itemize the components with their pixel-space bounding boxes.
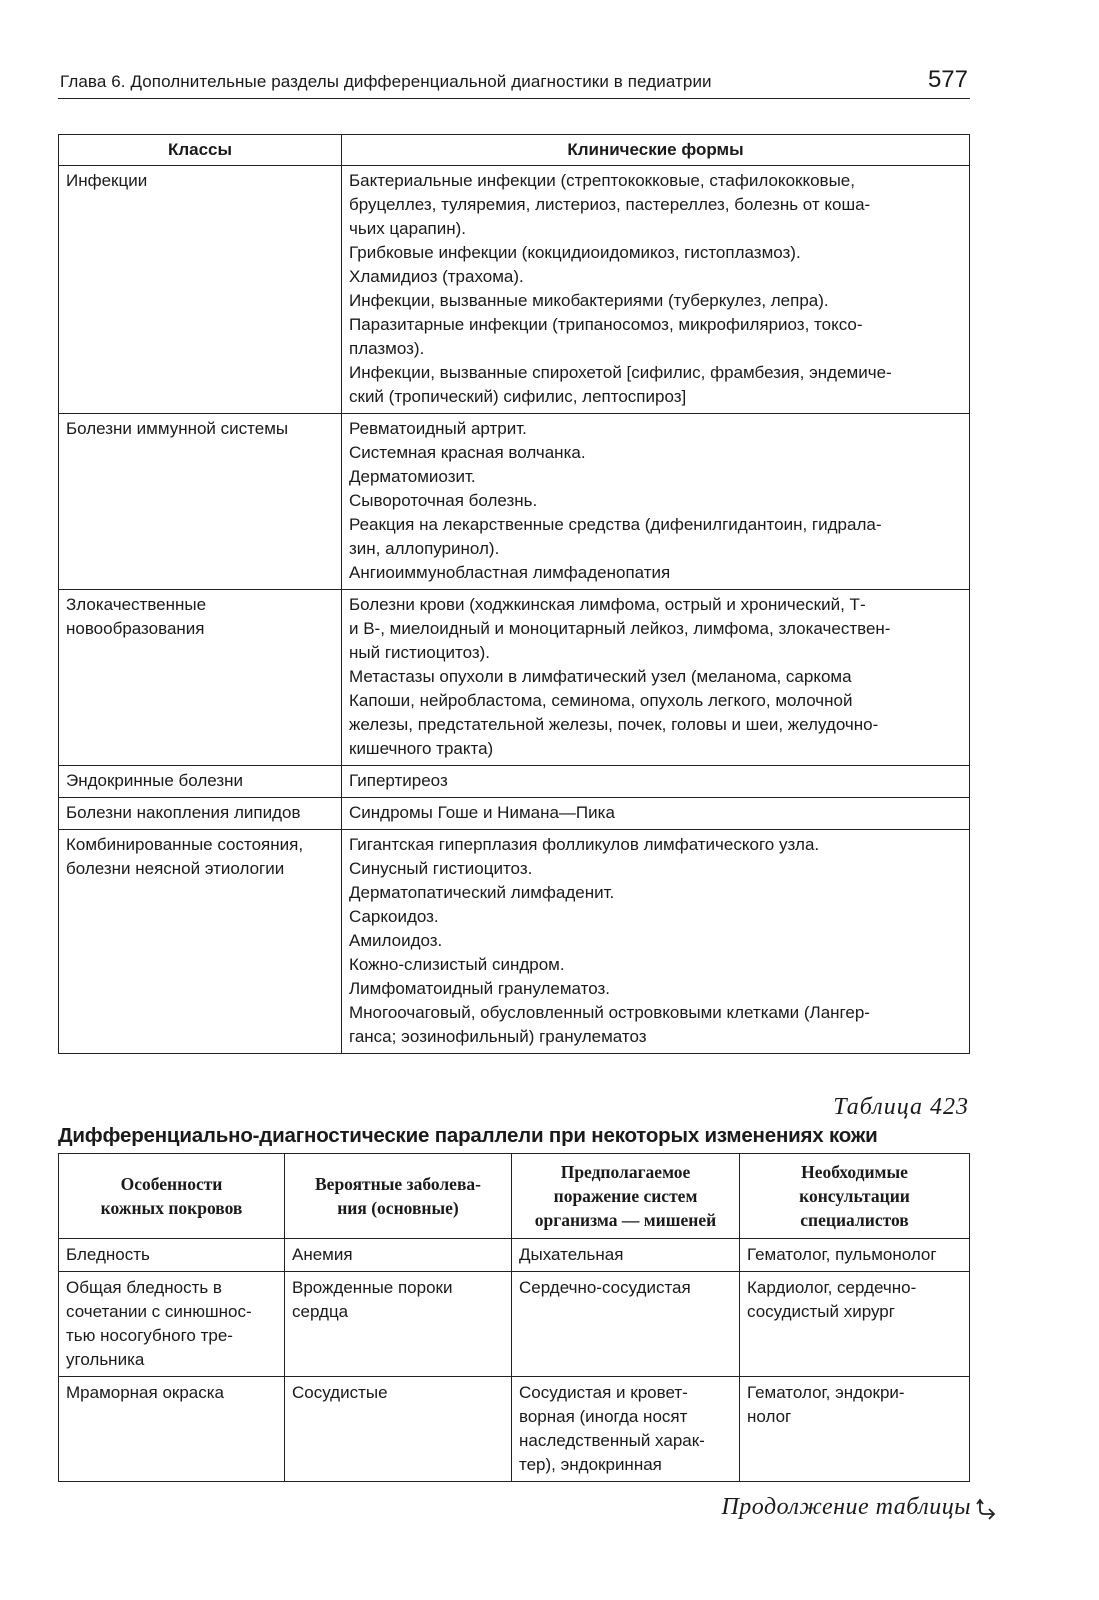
header-clinical-forms: Клинические формы — [342, 135, 970, 166]
header-line: кожных покровов — [100, 1198, 243, 1218]
page-header — [58, 64, 970, 99]
header-line: специалистов — [800, 1210, 909, 1230]
clinical-form-line: Инфекции, вызванные спирохетой [сифилис, фрамбезия, эндемиче- — [349, 363, 892, 382]
table-row — [59, 1377, 970, 1482]
table-row — [59, 1239, 970, 1272]
clinical-form-line: Синдромы Гоше и Нимана—Пика — [349, 803, 615, 822]
table-row — [59, 798, 970, 830]
clinical-forms-cell — [342, 590, 970, 766]
cell-line: Гематолог, пульмонолог — [747, 1245, 937, 1264]
class-cell — [59, 766, 342, 798]
target-system-cell — [512, 1377, 740, 1482]
header-line: Предполагаемое — [560, 1162, 691, 1182]
clinical-form-line: Хламидиоз (трахома). — [349, 267, 524, 286]
clinical-form-line: Лимфоматоидный гранулематоз. — [349, 979, 610, 998]
clinical-form-line: Гигантская гиперплазия фолликулов лимфатического узла. — [349, 835, 820, 854]
class-line: Инфекции — [66, 171, 148, 190]
cell-line: Врожденные пороки — [292, 1278, 453, 1297]
clinical-form-line: Саркоидоз. — [349, 907, 439, 926]
clinical-form-line: Дерматомиозит. — [349, 467, 476, 486]
header-line: консультации — [799, 1186, 910, 1206]
cell-line: Бледность — [66, 1245, 150, 1264]
cell-line: угольника — [66, 1350, 145, 1369]
clinical-form-line: Системная красная волчанка. — [349, 443, 586, 462]
header-probable-diseases — [285, 1154, 512, 1239]
cell-line: Сосудистая и кровет- — [519, 1383, 688, 1402]
class-line: Болезни накопления липидов — [66, 803, 301, 822]
page-turn-arrow-icon — [975, 1496, 999, 1520]
class-line: болезни неясной этиологии — [66, 859, 285, 878]
clinical-form-line: Паразитарные инфекции (трипаносомоз, микрофиляриоз, токсо- — [349, 315, 863, 334]
clinical-form-line: Болезни крови (ходжкинская лимфома, острый и хронический, Т- — [349, 595, 866, 614]
clinical-form-line: чьих царапин). — [349, 219, 467, 238]
class-cell — [59, 166, 342, 414]
class-line: Эндокринные болезни — [66, 771, 244, 790]
cell-line: Кардиолог, сердечно- — [747, 1278, 917, 1297]
clinical-form-line: и В-, миелоидный и моноцитарный лейкоз, лимфома, злокачествен- — [349, 619, 891, 638]
clinical-form-line: бруцеллез, туляремия, листериоз, пастереллез, болезнь от коша- — [349, 195, 871, 214]
consultation-cell — [740, 1377, 970, 1482]
class-line: новообразования — [66, 619, 205, 638]
cell-line: сочетании с синюшнос- — [66, 1302, 252, 1321]
class-line: Злокачественные — [66, 595, 207, 614]
table-number: Таблица 423 — [833, 1094, 969, 1120]
header-line: Необходимые — [801, 1162, 908, 1182]
class-cell — [59, 798, 342, 830]
cell-line: сосудистый хирург — [747, 1302, 895, 1321]
clinical-form-line: Реакция на лекарственные средства (дифенилгидантоин, гидрала- — [349, 515, 882, 534]
clinical-form-line: Инфекции, вызванные микобактериями (туберкулез, лепра). — [349, 291, 829, 310]
cell-line: наследственный харак- — [519, 1431, 705, 1450]
cell-line: Анемия — [292, 1245, 353, 1264]
table-row — [59, 1272, 970, 1377]
table-row — [59, 414, 970, 590]
clinical-form-line: ный гистиоцитоз). — [349, 643, 491, 662]
classes-table — [58, 134, 970, 1054]
class-cell — [59, 590, 342, 766]
class-cell — [59, 830, 342, 1054]
clinical-form-line: зин, аллопуринол). — [349, 539, 500, 558]
clinical-form-line: Синусный гистиоцитоз. — [349, 859, 533, 878]
classes-table-header-row — [59, 135, 970, 166]
consultation-cell — [740, 1239, 970, 1272]
class-cell — [59, 414, 342, 590]
clinical-forms-cell — [342, 766, 970, 798]
clinical-form-line: Сывороточная болезнь. — [349, 491, 538, 510]
clinical-form-line: Бактериальные инфекции (стрептококковые, стафилококковые, — [349, 171, 855, 190]
skin-feature-cell — [59, 1377, 285, 1482]
cell-line: сердца — [292, 1302, 349, 1321]
clinical-forms-cell — [342, 830, 970, 1054]
class-line: Комбинированные состояния, — [66, 835, 304, 854]
clinical-form-line: кишечного тракта) — [349, 739, 494, 758]
cell-line: Дыхательная — [519, 1245, 624, 1264]
header-skin-features — [59, 1154, 285, 1239]
clinical-form-line: Амилоидоз. — [349, 931, 443, 950]
clinical-form-line: Многоочаговый, обусловленный островковыми клетками (Лангер- — [349, 1003, 870, 1022]
header-target-systems — [512, 1154, 740, 1239]
skin-feature-cell — [59, 1272, 285, 1377]
clinical-forms-cell — [342, 166, 970, 414]
clinical-form-line: Ревматоидный артрит. — [349, 419, 527, 438]
clinical-form-line: Ангиоиммунобластная лимфаденопатия — [349, 563, 671, 582]
disease-cell — [285, 1272, 512, 1377]
cell-line: Общая бледность в — [66, 1278, 222, 1297]
cell-line: Гематолог, эндокри- — [747, 1383, 905, 1402]
clinical-form-line: железы, предстательной железы, почек, головы и шеи, желудочно- — [349, 715, 879, 734]
cell-line: ворная (иногда носят — [519, 1407, 688, 1426]
running-head: Глава 6. Дополнительные разделы дифференциальной диагностики в педиатрии — [60, 72, 712, 91]
clinical-forms-cell — [342, 414, 970, 590]
clinical-form-line: Кожно-слизистый синдром. — [349, 955, 565, 974]
table-row — [59, 766, 970, 798]
clinical-forms-cell — [342, 798, 970, 830]
skin-table-header-row — [59, 1154, 970, 1239]
header-line: организма — мишеней — [534, 1210, 717, 1230]
disease-cell — [285, 1239, 512, 1272]
clinical-form-line: Дерматопатический лимфаденит. — [349, 883, 615, 902]
clinical-form-line: Метастазы опухоли в лимфатический узел (меланома, саркома — [349, 667, 852, 686]
page-number: 577 — [927, 66, 968, 93]
continued-note: Продолжение таблицы — [721, 1494, 971, 1520]
table-row — [59, 590, 970, 766]
cell-line: Мраморная окраска — [66, 1383, 225, 1402]
target-system-cell — [512, 1272, 740, 1377]
clinical-form-line: Гипертиреоз — [349, 771, 448, 790]
clinical-form-line: ский (тропический) сифилис, лептоспироз] — [349, 387, 687, 406]
header-line: Вероятные заболева- — [315, 1174, 481, 1194]
consultation-cell — [740, 1272, 970, 1377]
skin-changes-table — [58, 1153, 970, 1482]
cell-line: тер), эндокринная — [519, 1455, 662, 1474]
class-line: Болезни иммунной системы — [66, 419, 289, 438]
header-consultations — [740, 1154, 970, 1239]
table-row — [59, 830, 970, 1054]
header-line: ния (основные) — [337, 1198, 459, 1218]
table-row — [59, 166, 970, 414]
clinical-form-line: плазмоз). — [349, 339, 425, 358]
clinical-form-line: Грибковые инфекции (кокцидиоидомикоз, гистоплазмоз). — [349, 243, 801, 262]
cell-line: Сосудистые — [292, 1383, 388, 1402]
disease-cell — [285, 1377, 512, 1482]
clinical-form-line: ганса; эозинофильный) гранулематоз — [349, 1027, 647, 1046]
header-classes: Классы — [59, 135, 342, 166]
clinical-form-line: Капоши, нейробластома, семинома, опухоль легкого, молочной — [349, 691, 853, 710]
cell-line: нолог — [747, 1407, 792, 1426]
skin-feature-cell — [59, 1239, 285, 1272]
table-title: Дифференциально-диагностические параллели при некоторых изменениях кожи — [58, 1124, 878, 1147]
header-line: поражение систем — [553, 1186, 698, 1206]
target-system-cell — [512, 1239, 740, 1272]
cell-line: тью носогубного тре- — [66, 1326, 233, 1345]
cell-line: Сердечно-сосудистая — [519, 1278, 691, 1297]
header-line: Особенности — [120, 1174, 223, 1194]
